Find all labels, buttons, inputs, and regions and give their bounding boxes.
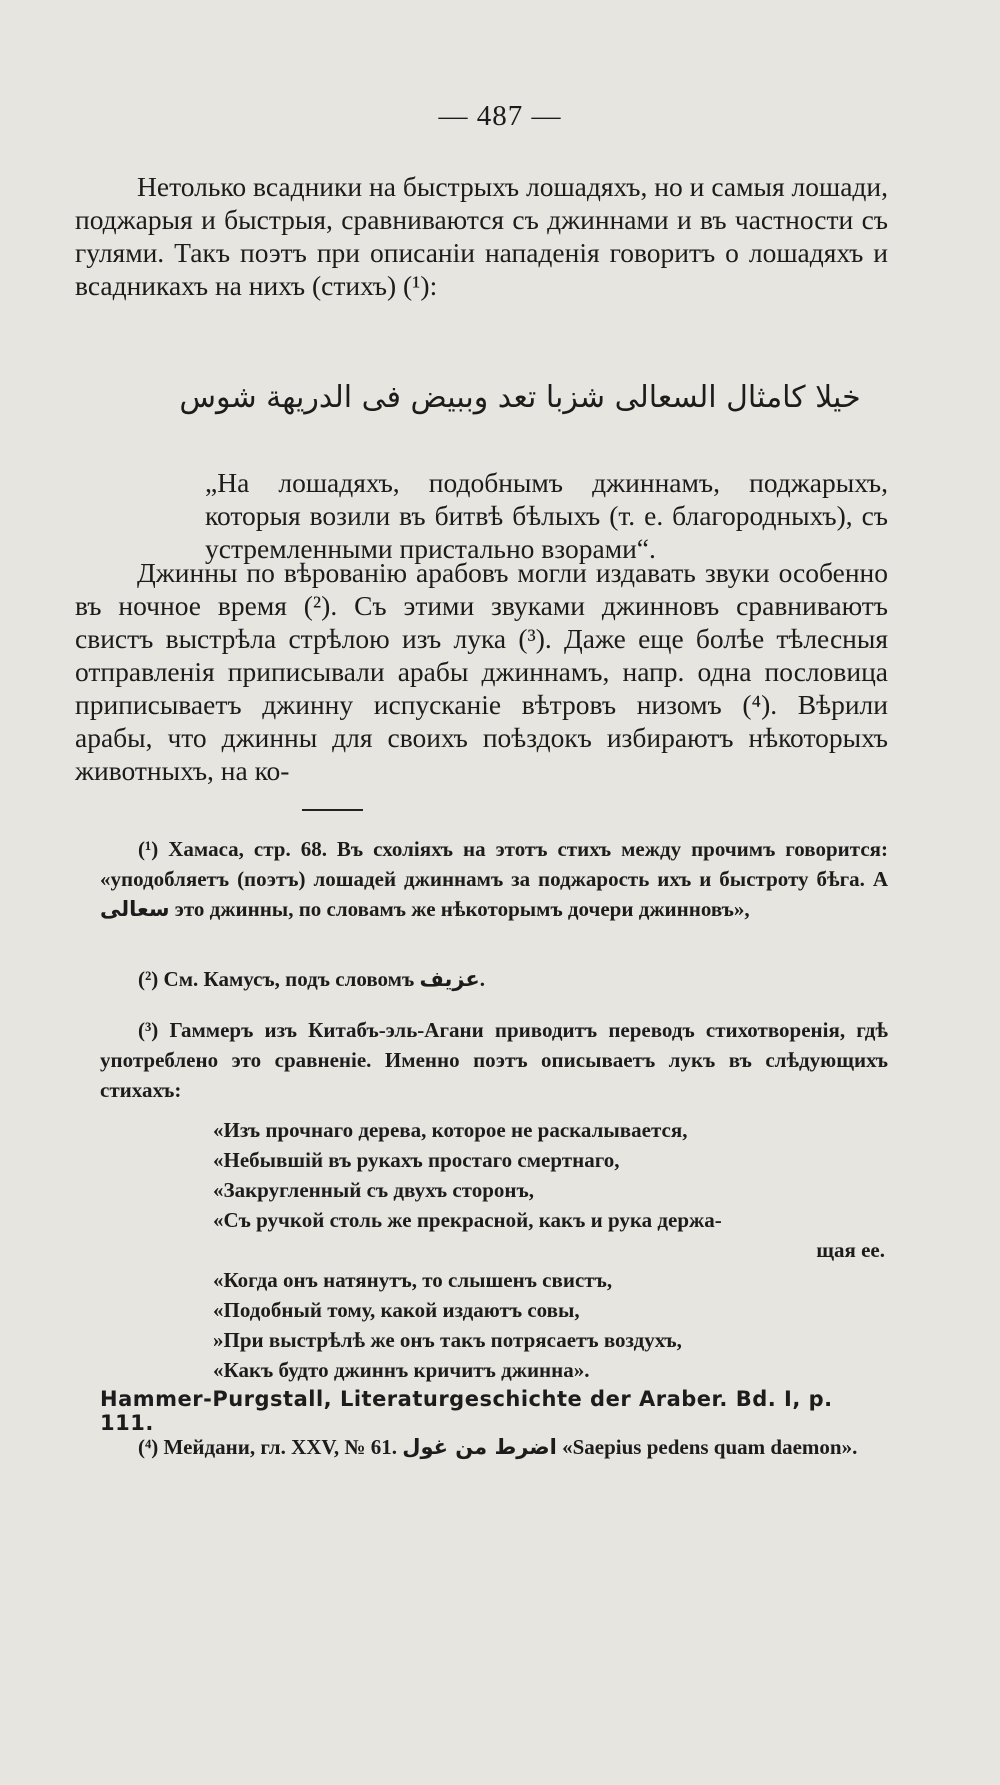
verse-translation: „На лошадяхъ, подобнымъ джиннамъ, поджарыхъ, которыя возили въ битвѣ бѣлыхъ (т. е. благородныхъ), съ устремленными пристально взорами“. — [205, 467, 888, 564]
footnote-1-text-before: (¹) Хамаса, стр. 68. Въ схоліяхъ на этотъ стихъ между прочимъ говорится: «уподобляетъ (поэтъ) лошадей джиннамъ за поджарость ихъ и быстроту бѣга. А — [100, 837, 888, 891]
paragraph-1: Нетолько всадники на быстрыхъ лошадяхъ, но и самыя лошади, поджарыя и быстрыя, сравниваются съ джиннами и въ частности съ гулями. Такъ поэтъ при описаніи нападенія говоритъ о лошадяхъ и всадникахъ на нихъ (стихъ) (¹): — [75, 171, 888, 301]
arabic-verse: خيلا كامثال السعالى شزبا تعد وببيض فى الدريهة شوس — [179, 380, 861, 415]
footnote-2-arabic-word: عزيف — [419, 967, 480, 991]
footnote-1 — [100, 834, 888, 924]
footnote-4-text-after: «Saepius pedens quam daemon». — [556, 1435, 858, 1459]
footnote-3-poem — [213, 1115, 885, 1385]
poem-line: «Съ ручкой столь же прекрасной, какъ и рука держа- — [213, 1208, 722, 1232]
page-number: — 487 — — [438, 100, 562, 132]
footnote-4-text-before: (⁴) Мейдани, гл. XXV, № 61. — [138, 1435, 403, 1459]
poem-line: «Какъ будто джиннъ кричитъ джинна». — [213, 1358, 590, 1382]
poem-line: «Подобный тому, какой издаютъ совы, — [213, 1298, 580, 1322]
poem-line: »При выстрѣлѣ же онъ такъ потрясаетъ воздухъ, — [213, 1328, 682, 1352]
footnote-divider — [302, 809, 363, 811]
poem-line: щая ее. — [816, 1238, 885, 1262]
paragraph-2: Джинны по вѣрованію арабовъ могли издавать звуки особенно въ ночное время (²). Съ этими звуками джинновъ сравниваютъ свистъ выстрѣла стрѣлою изъ лука (³). Даже еще болѣе тѣлесныя отправленія приписывали арабы джиннамъ, напр. одна пословица приписываетъ джинну испусканіе вѣтровъ низомъ (⁴). Вѣрили арабы, что джинны для своихъ поѣздокъ избираютъ нѣкоторыхъ животныхъ, на ко- — [75, 557, 888, 786]
footnote-1-text-after: это джинны, по словамъ же нѣкоторымъ дочери джинновъ», — [169, 897, 750, 921]
poem-line: «Закругленный съ двухъ сторонъ, — [213, 1178, 534, 1202]
poem-line: «Когда онъ натянутъ, то слышенъ свистъ, — [213, 1268, 613, 1292]
footnote-1-arabic-word: سعالى — [100, 897, 170, 921]
footnote-3: (³) Гаммеръ изъ Китабъ-эль-Агани приводитъ переводъ стихотворенія, гдѣ употреблено это сравненіе. Именно поэтъ описываетъ лукъ въ слѣдующихъ стихахъ: — [100, 1018, 888, 1102]
footnote-4 — [100, 1432, 888, 1462]
poem-line: «Небывшій въ рукахъ простаго смертнаго, — [213, 1148, 620, 1172]
citation: Hammer-Purgstall, Literaturgeschichte der Araber. Bd. I, p. 111. — [100, 1387, 833, 1435]
poem-line: «Изъ прочнаго дерева, которое не раскалывается, — [213, 1118, 688, 1142]
footnote-2-text-before: (²) См. Камусъ, подъ словомъ — [138, 967, 420, 991]
footnote-2 — [100, 964, 888, 994]
footnote-4-arabic-phrase: اضرط من غول — [402, 1435, 557, 1459]
footnote-2-text-after: . — [479, 967, 486, 991]
